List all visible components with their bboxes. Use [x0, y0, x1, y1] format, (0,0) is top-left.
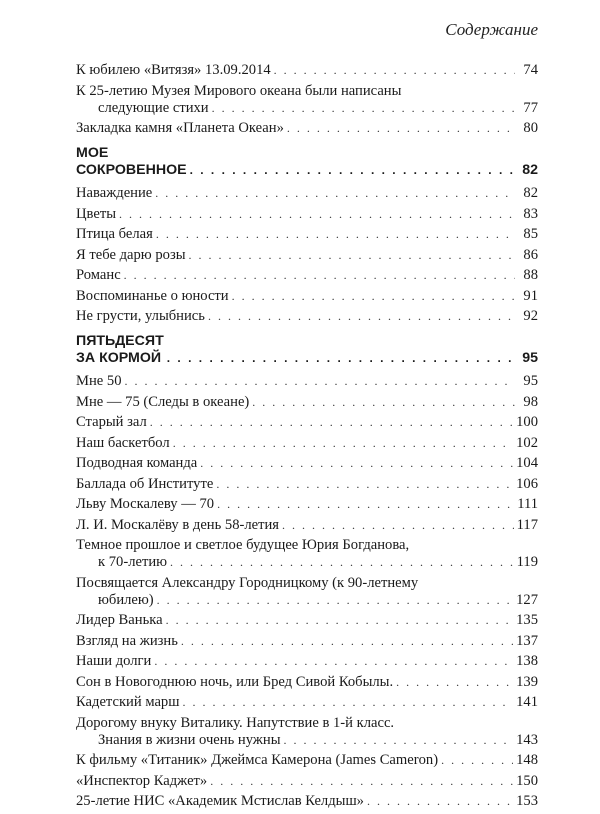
toc-entry[interactable] [76, 575, 538, 609]
toc-entry-page: 106 [516, 475, 538, 492]
dot-leader [124, 267, 515, 284]
dot-leader [208, 308, 515, 325]
toc-section-heading[interactable] [76, 333, 538, 367]
dot-leader [282, 517, 514, 534]
toc-entry[interactable] [76, 226, 538, 243]
toc-entry-page: 91 [523, 287, 538, 304]
toc-entry[interactable] [76, 517, 538, 534]
dot-leader [156, 226, 515, 243]
toc-entry-page: 77 [523, 99, 538, 116]
toc-entry[interactable] [76, 394, 538, 411]
dot-leader [166, 612, 514, 629]
dot-leader [212, 100, 515, 117]
toc-entry-title: Темное прошлое и светлое будущее Юрия Богданова, [76, 537, 410, 553]
dot-leader [150, 414, 513, 431]
toc-entry[interactable] [76, 288, 538, 305]
dot-leader [441, 752, 513, 769]
toc-entry[interactable] [76, 308, 538, 325]
toc-entry[interactable] [76, 773, 538, 790]
toc-entry-title: Старый зал [76, 414, 147, 430]
toc-entry-title: Романс [76, 267, 121, 283]
dot-leader [396, 674, 513, 691]
toc-entry-title: К 25-летию Музея Мирового океана были написаны [76, 82, 402, 99]
toc-entry[interactable] [76, 267, 538, 284]
dot-leader [155, 185, 515, 202]
toc-entry-page: 80 [523, 120, 538, 136]
toc-entry-title: Мне 50 [76, 373, 122, 389]
toc-entry[interactable] [76, 715, 538, 749]
toc-entry-page: 137 [516, 632, 538, 649]
dot-leader [210, 773, 513, 790]
dot-leader [119, 206, 515, 223]
toc-entry-title: 25-летие НИС «Академик Мстислав Келдыш» [76, 793, 364, 809]
toc-entry-title-continued: к 70-летию [98, 554, 168, 570]
toc-entry-page: 141 [516, 694, 538, 710]
dot-leader [216, 476, 513, 493]
toc-entry-title: Льву Москалеву — 70 [76, 496, 215, 512]
toc-entry-title: Воспоминанье о юности [76, 287, 229, 304]
toc-entry-title: К фильму «Титаник» Джеймса Камерона (James Cameron) [76, 752, 439, 768]
toc-entry-title: Наши долги [76, 653, 152, 669]
toc-entry[interactable] [76, 83, 538, 117]
toc-entry-page: 150 [516, 772, 538, 789]
toc-entry-page: 83 [523, 205, 538, 222]
toc-entry-page: 74 [523, 62, 538, 78]
dot-leader [274, 62, 515, 79]
table-of-contents [76, 62, 538, 814]
toc-entry-page: 119 [516, 554, 538, 570]
toc-entry-title: Посвящается Александру Городницкому (к 90-летнему [76, 574, 419, 591]
toc-entry-page: 85 [523, 226, 538, 242]
toc-entry-title: Мне — 75 (Следы в океане) [76, 393, 250, 410]
toc-entry-title-continued: следующие стихи [98, 99, 209, 116]
toc-entry-title: Птица белая [76, 226, 153, 242]
toc-entry-title: Наш баскетбол [76, 434, 170, 451]
toc-entry-title-continued: Знания в жизни очень нужны [98, 731, 281, 748]
toc-entry-page: 86 [523, 246, 538, 263]
toc-entry-title: Л. И. Москалёву в день 58-летия [76, 516, 280, 533]
toc-entry-title: К юбилею «Витязя» 13.09.2014 [76, 62, 271, 78]
toc-entry-title: Баллада об Институте [76, 475, 214, 492]
toc-entry-page: 117 [516, 516, 538, 533]
toc-entry[interactable] [76, 373, 538, 390]
dot-leader [200, 455, 513, 472]
toc-entry-page: 100 [516, 414, 538, 430]
toc-entry-page: 153 [516, 793, 538, 809]
running-head: Содержание [445, 20, 538, 39]
toc-entry-page: 95 [523, 373, 538, 389]
dot-leader [189, 247, 515, 264]
dot-leader [181, 633, 513, 650]
dot-leader [125, 373, 515, 390]
dot-leader [284, 732, 514, 749]
dot-leader [173, 435, 513, 452]
toc-entry-title: Сон в Новогоднюю ночь, или Бред Сивой Кобылы. [76, 673, 394, 690]
toc-entry[interactable] [76, 674, 538, 691]
section-page: 82 [522, 162, 538, 178]
toc-entry-title: Кадетский марш [76, 694, 180, 710]
toc-entry-page: 98 [523, 393, 538, 410]
toc-entry[interactable] [76, 694, 538, 711]
dot-leader [217, 496, 514, 513]
dot-leader [367, 793, 513, 810]
toc-entry[interactable] [76, 62, 538, 79]
dot-leader [170, 554, 514, 571]
toc-entry[interactable] [76, 537, 538, 571]
toc-entry[interactable] [76, 120, 538, 137]
toc-entry-page: 135 [516, 612, 538, 628]
toc-entry[interactable] [76, 455, 538, 472]
toc-entry-title: Подводная команда [76, 455, 198, 471]
dot-leader [157, 592, 513, 609]
section-page: 95 [522, 350, 538, 366]
toc-entry-page: 148 [516, 752, 538, 768]
toc-entry-title: Я тебе дарю розы [76, 246, 186, 263]
toc-entry-page: 104 [516, 455, 538, 471]
section-title: ПЯТЬДЕСЯТ ЗА КОРМОЙ [76, 333, 164, 366]
toc-entry-page: 139 [516, 673, 538, 690]
toc-entry[interactable] [76, 793, 538, 810]
dot-leader [232, 288, 515, 305]
toc-entry-title: «Инспектор Каджет» [76, 772, 208, 789]
dot-leader [252, 394, 515, 411]
toc-entry[interactable] [76, 752, 538, 769]
toc-entry[interactable] [76, 476, 538, 493]
toc-entry[interactable] [76, 185, 538, 202]
toc-entry[interactable] [76, 496, 538, 513]
toc-entry-page: 102 [516, 434, 538, 451]
dot-leader [190, 162, 515, 179]
toc-entry[interactable] [76, 633, 538, 650]
toc-entry-page: 143 [516, 731, 538, 748]
section-title: МОЕ СОКРОВЕННОЕ [76, 145, 187, 178]
toc-entry-page: 82 [523, 185, 538, 201]
toc-entry-title: Лидер Ванька [76, 612, 163, 628]
toc-entry-title: Наваждение [76, 185, 153, 201]
toc-entry-page: 111 [517, 496, 538, 512]
toc-entry[interactable] [76, 414, 538, 431]
toc-entry-page: 92 [523, 308, 538, 324]
toc-section-heading[interactable] [76, 145, 538, 179]
toc-entry-title: Закладка камня «Планета Океан» [76, 120, 284, 136]
dot-leader [287, 120, 515, 137]
toc-entry[interactable] [76, 435, 538, 452]
toc-entry[interactable] [76, 247, 538, 264]
toc-entry-title: Дорогому внуку Виталику. Напутствие в 1-й класс. [76, 714, 395, 731]
dot-leader [182, 694, 513, 711]
toc-entry-title: Цветы [76, 205, 117, 222]
toc-entry-page: 138 [516, 653, 538, 669]
dot-leader [154, 653, 513, 670]
toc-entry-page: 88 [523, 267, 538, 283]
toc-entry[interactable] [76, 206, 538, 223]
toc-entry-title: Взгляд на жизнь [76, 632, 178, 649]
dot-leader [167, 350, 515, 367]
toc-entry-title-continued: юбилею) [98, 591, 154, 608]
toc-entry-title: Не грусти, улыбнись [76, 308, 205, 324]
toc-entry[interactable] [76, 612, 538, 629]
toc-entry-page: 127 [516, 591, 538, 608]
toc-entry[interactable] [76, 653, 538, 670]
